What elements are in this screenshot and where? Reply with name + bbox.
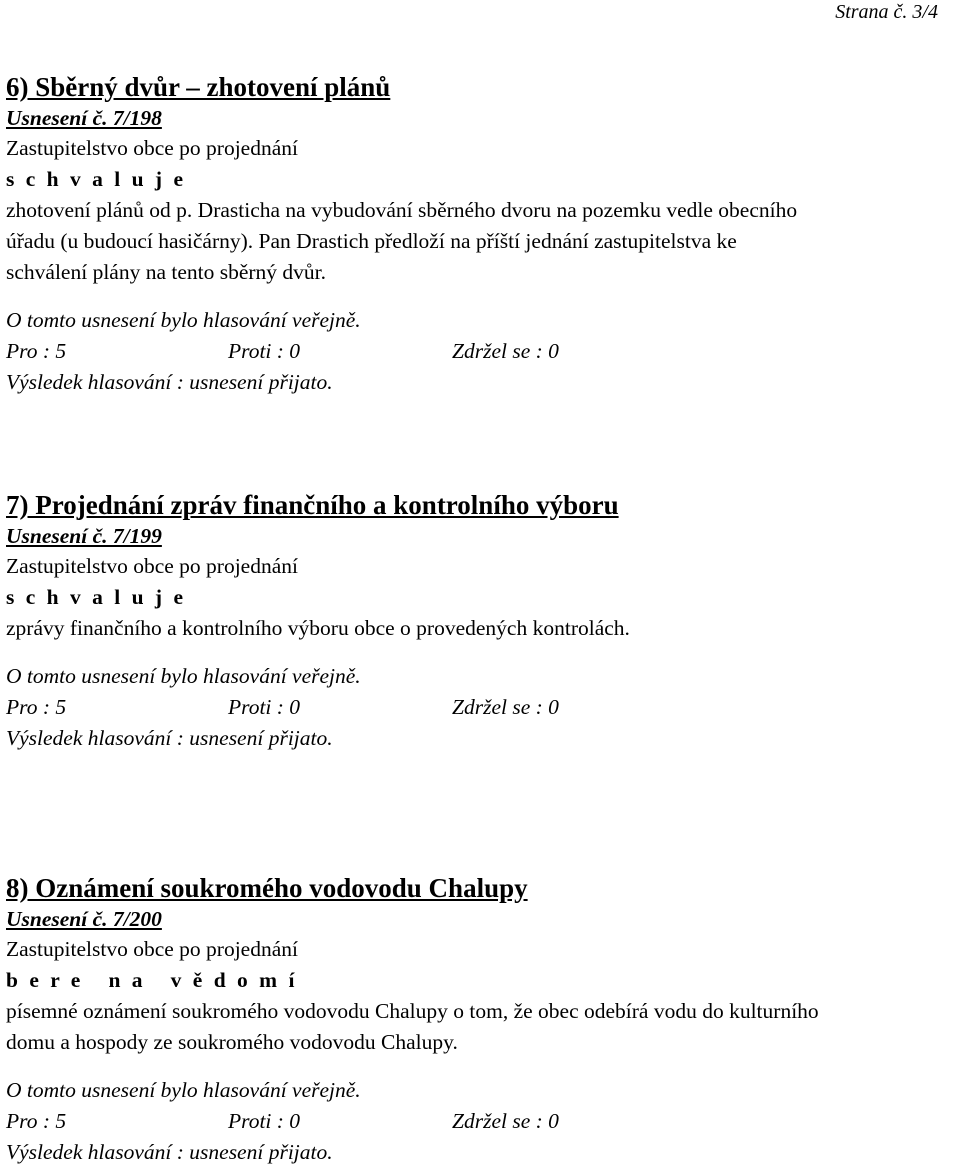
vote-block bbox=[6, 661, 956, 754]
page-number: Strana č. 3/4 bbox=[835, 1, 938, 23]
vote-block bbox=[6, 1075, 956, 1168]
vote-result: Výsledek hlasování : usnesení přijato. bbox=[6, 370, 333, 394]
vote-counts bbox=[6, 692, 956, 723]
body-line: domu a hospody ze soukromého vodovodu Chalupy. bbox=[6, 1030, 458, 1054]
resolution-body bbox=[6, 195, 956, 288]
body-line: úřadu (u budoucí hasičárny). Pan Drastich předloží na příští jednání zastupitelstva ke bbox=[6, 229, 737, 253]
resolution-decision: s c h v a l u j e bbox=[6, 585, 186, 609]
vote-zdrzel: Zdržel se : 0 bbox=[452, 695, 559, 719]
resolution-decision: b e r e n a v ě d o m í bbox=[6, 968, 298, 992]
vote-counts bbox=[6, 1106, 956, 1137]
resolution-number: Usnesení č. 7/199 bbox=[6, 524, 162, 548]
vote-block bbox=[6, 305, 956, 398]
resolution-number: Usnesení č. 7/200 bbox=[6, 907, 162, 931]
resolution-intro: Zastupitelstvo obce po projednání bbox=[6, 554, 298, 578]
body-line: písemné oznámení soukromého vodovodu Chalupy o tom, že obec odebírá vodu do kulturního bbox=[6, 999, 819, 1023]
vote-result: Výsledek hlasování : usnesení přijato. bbox=[6, 1140, 333, 1164]
vote-pro: Pro : 5 bbox=[6, 695, 67, 719]
section-heading: 8) Oznámení soukromého vodovodu Chalupy bbox=[6, 873, 528, 903]
agenda-item-6 bbox=[6, 70, 956, 398]
section-heading: 6) Sběrný dvůr – zhotovení plánů bbox=[6, 72, 391, 102]
vote-counts bbox=[6, 336, 956, 367]
resolution-intro: Zastupitelstvo obce po projednání bbox=[6, 937, 298, 961]
body-line: zhotovení plánů od p. Drasticha na vybudování sběrného dvoru na pozemku vedle obecního bbox=[6, 198, 798, 222]
agenda-item-8 bbox=[6, 871, 956, 1168]
resolution-intro: Zastupitelstvo obce po projednání bbox=[6, 136, 298, 160]
agenda-item-7 bbox=[6, 488, 956, 754]
vote-public: O tomto usnesení bylo hlasování veřejně. bbox=[6, 664, 361, 688]
section-heading: 7) Projednání zpráv finančního a kontrolního výboru bbox=[6, 490, 619, 520]
vote-proti: Proti : 0 bbox=[228, 1109, 301, 1133]
body-line: zprávy finančního a kontrolního výboru obce o provedených kontrolách. bbox=[6, 616, 630, 640]
vote-proti: Proti : 0 bbox=[228, 339, 301, 363]
resolution-number: Usnesení č. 7/198 bbox=[6, 106, 162, 130]
vote-result: Výsledek hlasování : usnesení přijato. bbox=[6, 726, 333, 750]
vote-zdrzel: Zdržel se : 0 bbox=[452, 339, 559, 363]
resolution-decision: s c h v a l u j e bbox=[6, 167, 186, 191]
vote-public: O tomto usnesení bylo hlasování veřejně. bbox=[6, 308, 361, 332]
vote-pro: Pro : 5 bbox=[6, 339, 67, 363]
vote-proti: Proti : 0 bbox=[228, 695, 301, 719]
body-line: schválení plány na tento sběrný dvůr. bbox=[6, 260, 327, 284]
resolution-body bbox=[6, 613, 956, 644]
vote-zdrzel: Zdržel se : 0 bbox=[452, 1109, 559, 1133]
vote-pro: Pro : 5 bbox=[6, 1109, 67, 1133]
vote-public: O tomto usnesení bylo hlasování veřejně. bbox=[6, 1078, 361, 1102]
resolution-body bbox=[6, 996, 956, 1058]
